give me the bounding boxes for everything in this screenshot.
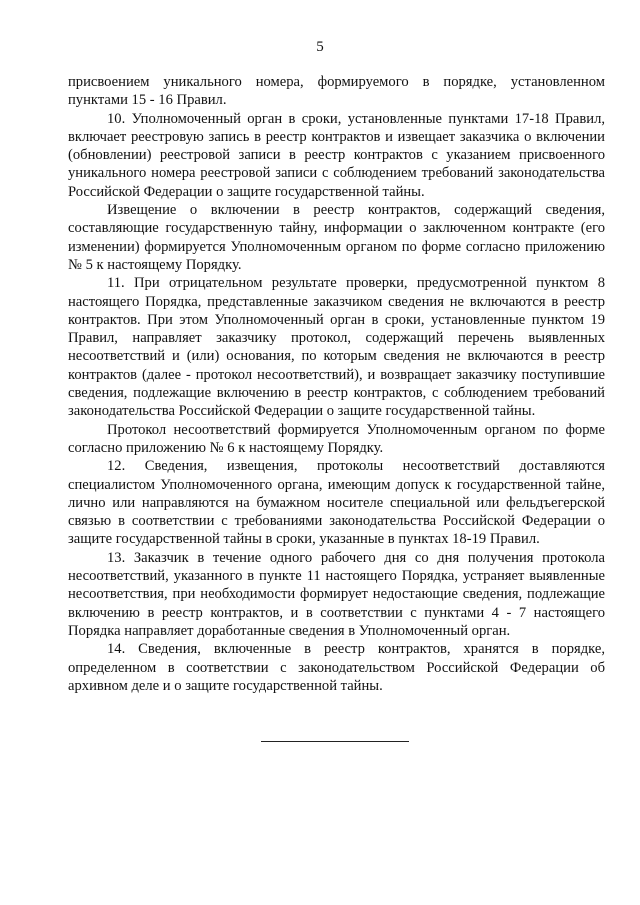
paragraph-protocol: Протокол несоответствий формируется Уполномоченным органом по форме согласно приложению № 6 к настоящему Порядку. bbox=[68, 421, 605, 456]
paragraph-clause-14: 14. Сведения, включенные в реестр контрактов, хранятся в порядке, определенном в соответствии с законодательством Российской Федерации об архивном деле и о защите государственной тайны. bbox=[68, 641, 605, 694]
paragraph-clause-12: 12. Сведения, извещения, протоколы несоответствий доставляются специалистом Уполномоченного органа, имеющим допуск к государственной тайне, лично или направляются на бумажном носителе специальной или фельдъегерской связью в соответствии с требованиями законодательства Российской Федерации о защите государственной тайны в сроки, указанные в пунктах 18-19 Правил. bbox=[68, 458, 605, 548]
paragraph-clause-11: 11. При отрицательном результате проверки, предусмотренной пунктом 8 настоящего Порядка, представленные заказчиком сведения не включаются в реестр контрактов. При этом Уполномоченный орган в сроки, установленные пунктом 19 Правил, направляет заказчику протокол, содержащий перечень выявленных несоответствий и (или) основания, по которым сведения не включаются в реестр контрактов (далее - протокол несоответствий), и возвращает заказчику поступившие сведения, подлежащие включению в реестр контрактов, с соблюдением требований законодательства Российской Федерации о защите государственной тайны. bbox=[68, 275, 605, 420]
paragraph-clause-13: 13. Заказчик в течение одного рабочего дня со дня получения протокола несоответствий, указанного в пункте 11 настоящего Порядка, устраняет выявленные несоответствия, при необходимости формирует недостающие сведения, подлежащие включению в реестр контрактов, и в соответствии с пунктами 4 - 7 настоящего Порядка направляет доработанные сведения в Уполномоченный орган. bbox=[68, 549, 605, 639]
end-divider-line bbox=[261, 741, 409, 742]
paragraph-continuation: присвоением уникального номера, формируемого в порядке, установленном пунктами 15 - 16 Правил. bbox=[68, 74, 605, 109]
page-number: 5 bbox=[316, 39, 324, 55]
paragraph-clause-10: 10. Уполномоченный орган в сроки, установленные пунктами 17-18 Правил, включает реестровую запись в реестр контрактов и извещает заказчика о включении (обновлении) реестровой записи в реестр контрактов с указанием присвоенного уникального номера реестровой записи с соблюдением требований законодательства Российской Федерации о защите государственной тайны. bbox=[68, 110, 605, 200]
document-body bbox=[68, 73, 605, 695]
paragraph-notice: Извещение о включении в реестр контрактов, содержащий сведения, составляющие государственную тайну, информации о заключенном контракте (его изменении) формируется Уполномоченным органом по форме согласно приложению № 5 к настоящему Порядку. bbox=[68, 202, 605, 273]
